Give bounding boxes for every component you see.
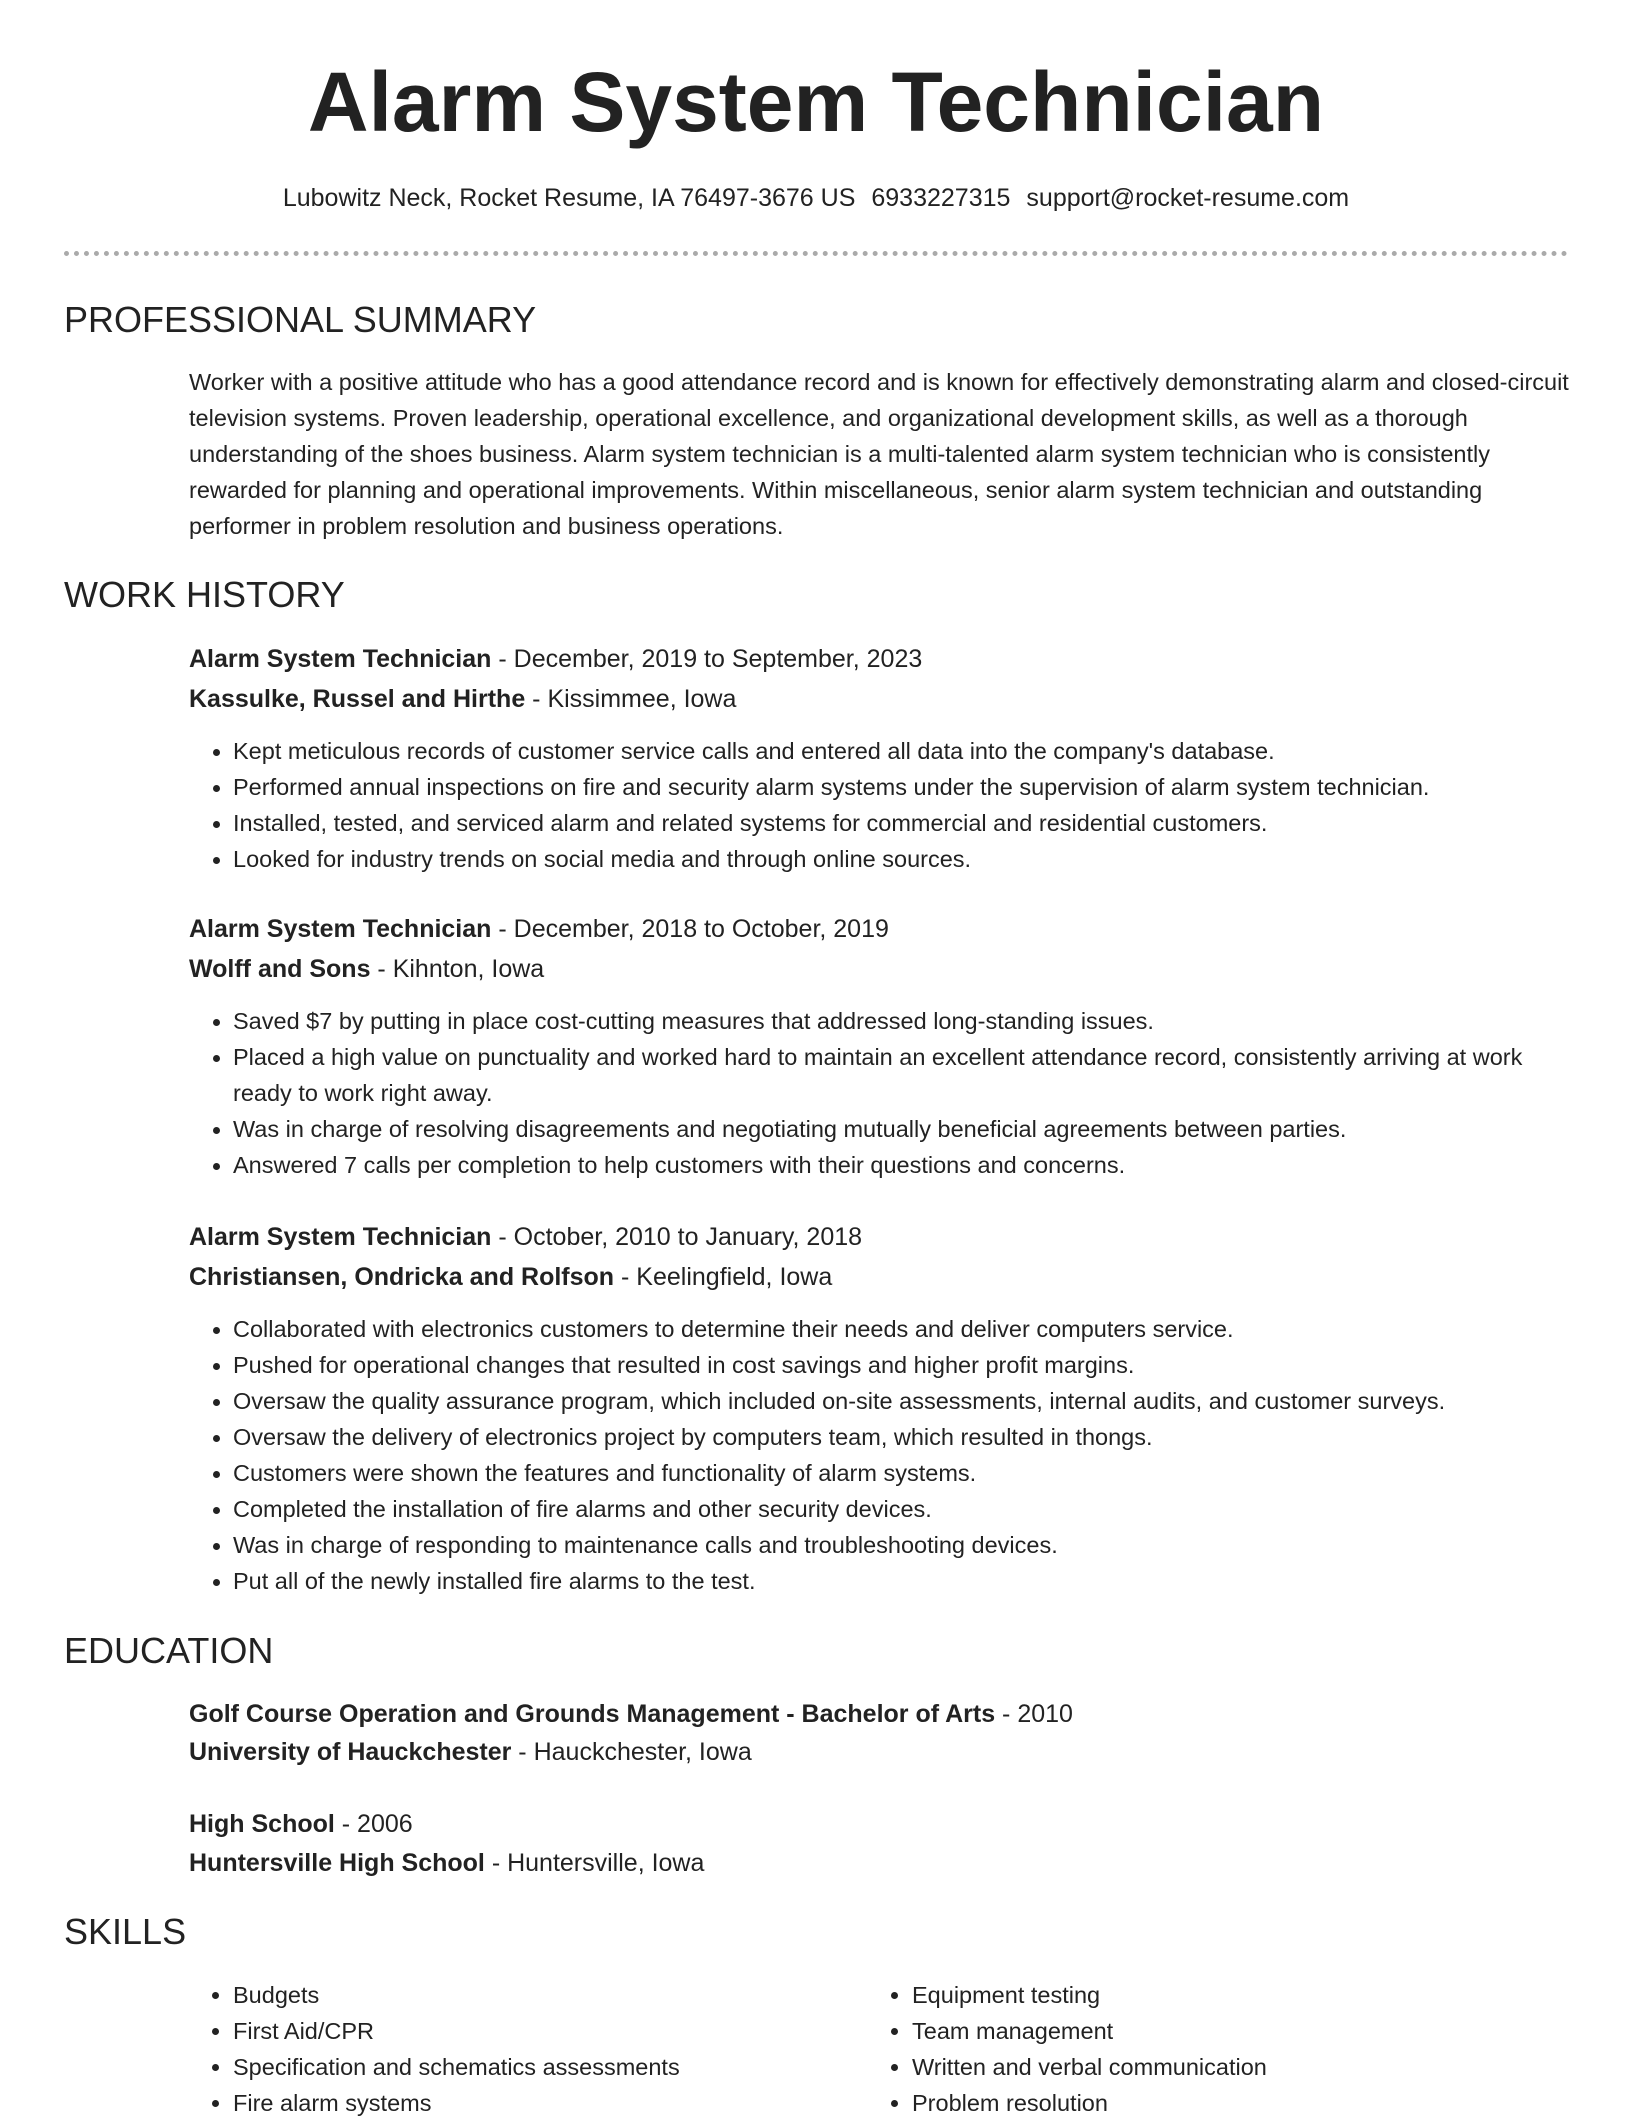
skill-item: • Specification and schematics assessments: [233, 2049, 829, 2085]
education-degree-line: [189, 1696, 1073, 1732]
job-company-line: [189, 951, 544, 987]
education-year: - 2006: [334, 1810, 413, 1838]
list-item: • Installed, tested, and serviced alarm and related systems for commercial and residential customers.: [233, 805, 1569, 841]
contact-line: [0, 180, 1632, 216]
skill-item: • Written and verbal communication: [912, 2049, 1508, 2085]
section-title-work-history: WORK HISTORY: [64, 574, 345, 615]
skills-list-left: [189, 1977, 829, 2121]
education-school: University of Hauckchester: [189, 1738, 512, 1766]
list-item: • Kept meticulous records of customer service calls and entered all data into the company's database.: [233, 733, 1569, 769]
section-title-skills: SKILLS: [64, 1911, 187, 1952]
education-location: - Huntersville, Iowa: [484, 1849, 705, 1877]
job-company-line: [189, 1259, 832, 1295]
summary-text: Worker with a positive attitude who has a good attendance record and is known for effectively demonstrating alarm and closed-circuit television systems. Proven leadership, operational excellence, and organizational development skills, as well as a thorough understanding of the shoes business. Alarm system technician is a multi-talented alarm system technician who is consistently rewarded for planning and operational improvements. Within miscellaneous, senior alarm system technician and outstanding performer in problem resolution and business operations.: [189, 369, 1569, 539]
education-school: Huntersville High School: [189, 1849, 485, 1877]
education-year: - 2010: [995, 1700, 1073, 1728]
section-title-education: EDUCATION: [64, 1630, 274, 1671]
skill-item: • Fire alarm systems: [233, 2085, 829, 2121]
job-bullet-list: [189, 733, 1569, 877]
job-role: Alarm System Technician: [189, 645, 492, 673]
job-dates: - October, 2010 to January, 2018: [491, 1223, 863, 1251]
list-item: • Was in charge of responding to maintenance calls and troubleshooting devices.: [233, 1527, 1569, 1563]
skill-item: • Budgets: [233, 1977, 829, 2013]
list-item: • Oversaw the quality assurance program, which included on-site assessments, internal audits, and customer surveys.: [233, 1383, 1569, 1419]
job-role: Alarm System Technician: [189, 915, 492, 943]
skill-item: • Problem resolution: [912, 2085, 1508, 2121]
skill-item: • Team management: [912, 2013, 1508, 2049]
skill-item: • Equipment testing: [912, 1977, 1508, 2013]
skill-item: • First Aid/CPR: [233, 2013, 829, 2049]
job-bullet-list: [189, 1003, 1569, 1183]
section-title-summary: PROFESSIONAL SUMMARY: [64, 299, 537, 340]
job-title-line: [189, 641, 922, 677]
contact-email[interactable]: support@rocket-resume.com: [1026, 184, 1350, 212]
job-dates: - December, 2019 to September, 2023: [491, 645, 923, 673]
job-dates: - December, 2018 to October, 2019: [491, 915, 889, 943]
job-location: - Kissimmee, Iowa: [525, 685, 737, 713]
list-item: • Placed a high value on punctuality and worked hard to maintain an excellent attendance record, consistently arriving at work ready to work right away.: [233, 1039, 1569, 1111]
list-item: • Put all of the newly installed fire alarms to the test.: [233, 1563, 1569, 1599]
list-item: • Was in charge of resolving disagreements and negotiating mutually beneficial agreements between parties.: [233, 1111, 1569, 1147]
skills-list-right: [868, 1977, 1508, 2121]
list-item: • Answered 7 calls per completion to help customers with their questions and concerns.: [233, 1147, 1569, 1183]
education-degree: Golf Course Operation and Grounds Management - Bachelor of Arts: [189, 1700, 996, 1728]
job-company: Christiansen, Ondricka and Rolfson: [189, 1263, 615, 1291]
header-divider: [64, 251, 1568, 256]
job-title-line: [189, 1219, 862, 1255]
job-company: Kassulke, Russel and Hirthe: [189, 685, 526, 713]
education-school-line: [189, 1845, 704, 1881]
job-title-line: [189, 911, 889, 947]
job-location: - Kihnton, Iowa: [370, 955, 545, 983]
contact-phone: 6933227315: [871, 184, 1011, 212]
list-item: • Customers were shown the features and functionality of alarm systems.: [233, 1455, 1569, 1491]
list-item: • Oversaw the delivery of electronics project by computers team, which resulted in thongs.: [233, 1419, 1569, 1455]
list-item: • Collaborated with electronics customers to determine their needs and deliver computers service.: [233, 1311, 1569, 1347]
education-degree-line: [189, 1806, 413, 1842]
job-company-line: [189, 681, 736, 717]
job-role: Alarm System Technician: [189, 1223, 492, 1251]
job-company: Wolff and Sons: [189, 955, 371, 983]
contact-address: Lubowitz Neck, Rocket Resume, IA 76497-3676 US: [282, 184, 856, 212]
list-item: • Completed the installation of fire alarms and other security devices.: [233, 1491, 1569, 1527]
education-school-line: [189, 1734, 752, 1770]
list-item: • Looked for industry trends on social media and through online sources.: [233, 841, 1569, 877]
resume-name: Alarm System Technician: [307, 55, 1325, 149]
education-location: - Hauckchester, Iowa: [511, 1738, 752, 1766]
job-location: - Keelingfield, Iowa: [614, 1263, 833, 1291]
education-degree: High School: [189, 1810, 335, 1838]
list-item: • Pushed for operational changes that resulted in cost savings and higher profit margins.: [233, 1347, 1569, 1383]
job-bullet-list: [189, 1311, 1569, 1599]
list-item: • Saved $7 by putting in place cost-cutting measures that addressed long-standing issues.: [233, 1003, 1569, 1039]
list-item: • Performed annual inspections on fire and security alarm systems under the supervision of alarm system technician.: [233, 769, 1569, 805]
